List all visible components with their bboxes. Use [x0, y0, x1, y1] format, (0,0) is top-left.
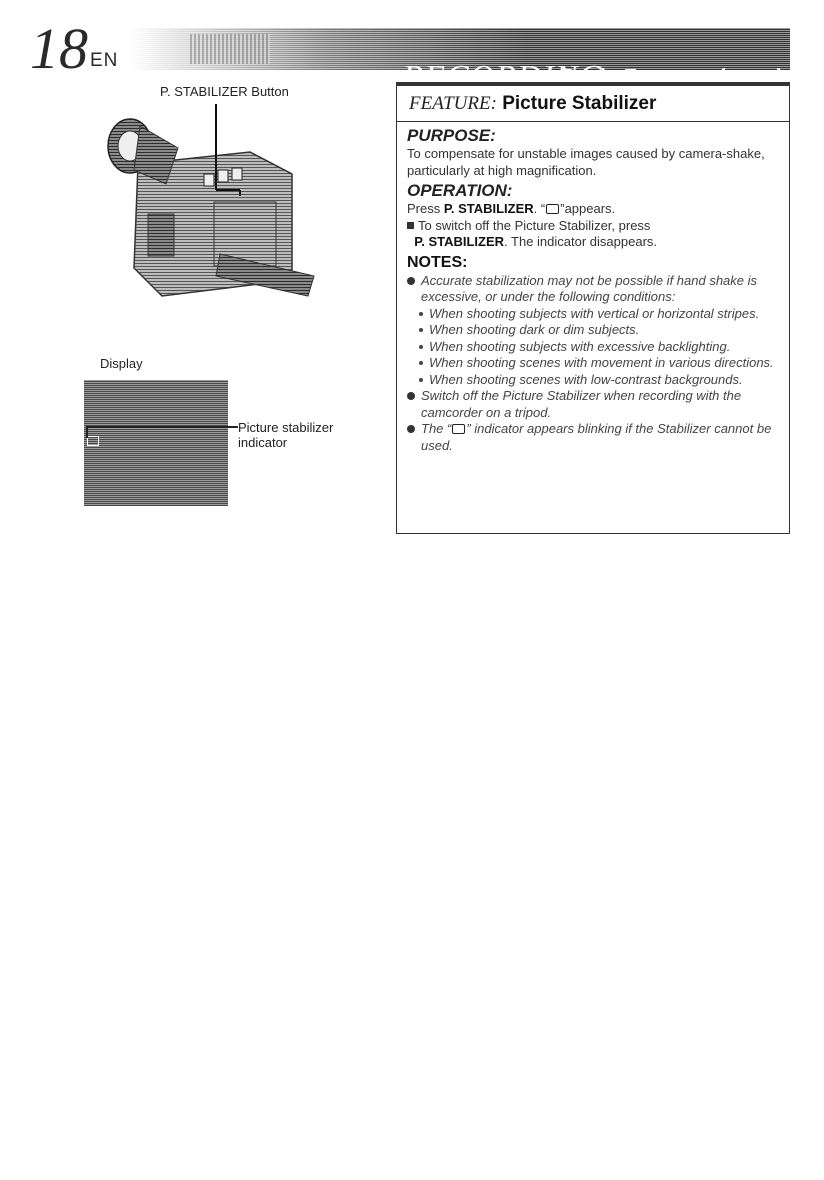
bullet-icon: [407, 392, 415, 400]
notes-heading: NOTES:: [407, 253, 468, 271]
stabilizer-button-shape: [204, 174, 214, 186]
camcorder-illustration: [100, 104, 340, 324]
condition-item: When shooting subjects with vertical or horizontal stripes.: [407, 306, 781, 323]
square-bullet-icon: [407, 222, 414, 229]
purpose-text: To compensate for unstable images caused by camera-shake, particularly at high magnification.: [407, 146, 765, 178]
note-item: Accurate stabilization may not be possible if hand shake is excessive, or under the following conditions:: [407, 273, 781, 306]
note-item: Switch off the Picture Stabilizer when recording with the camcorder on a tripod.: [407, 388, 781, 421]
feature-box: [396, 82, 790, 534]
camera-button-label: P. STABILIZER Button: [160, 84, 289, 99]
section-title: RECORDING: [402, 59, 604, 96]
feature-body: [397, 122, 789, 454]
operation-heading: OPERATION:: [407, 181, 513, 200]
indicator-callout-line: [86, 426, 238, 428]
feature-keyword: FEATURE:: [409, 93, 497, 114]
stabilizer-button-ref: P. STABILIZER: [443, 201, 534, 216]
bullet-icon: [407, 425, 415, 433]
condition-item: When shooting scenes with movement in various directions.: [407, 355, 781, 372]
notes-list: [407, 273, 781, 455]
bullet-icon: [407, 277, 415, 285]
banner-decoration: [190, 34, 270, 64]
note-item: The “ ” indicator appears blinking if the Stabilizer cannot be used.: [407, 421, 781, 454]
page-language: EN: [90, 50, 119, 71]
indicator-callout-tick: [86, 426, 88, 438]
stabilizer-indicator-icon: [87, 436, 99, 446]
purpose-heading: PURPOSE:: [407, 126, 496, 145]
stabilizer-icon: [546, 204, 559, 214]
condition-item: When shooting subjects with excessive backlighting.: [407, 339, 781, 356]
indicator-callout-label: Picture stabilizer indicator: [238, 420, 334, 450]
section-subtitle: Basic Features (cont.): [561, 63, 784, 93]
stabilizer-button-ref-2: P. STABILIZER: [414, 234, 505, 249]
operation-step-2: To switch off the Picture Stabilizer, press P. STABILIZER. The indicator disappears.: [407, 218, 781, 251]
operation-step-1: Press P. STABILIZER. “ ”appears.: [407, 201, 616, 216]
condition-item: When shooting dark or dim subjects.: [407, 322, 781, 339]
display-label: Display: [100, 356, 143, 371]
stabilizer-icon: [452, 424, 465, 434]
feature-heading: [397, 86, 789, 122]
condition-item: When shooting scenes with low-contrast backgrounds.: [407, 372, 781, 389]
display-screen: [84, 380, 228, 506]
page-number: 18: [30, 16, 88, 81]
feature-name: Picture Stabilizer: [502, 93, 657, 114]
